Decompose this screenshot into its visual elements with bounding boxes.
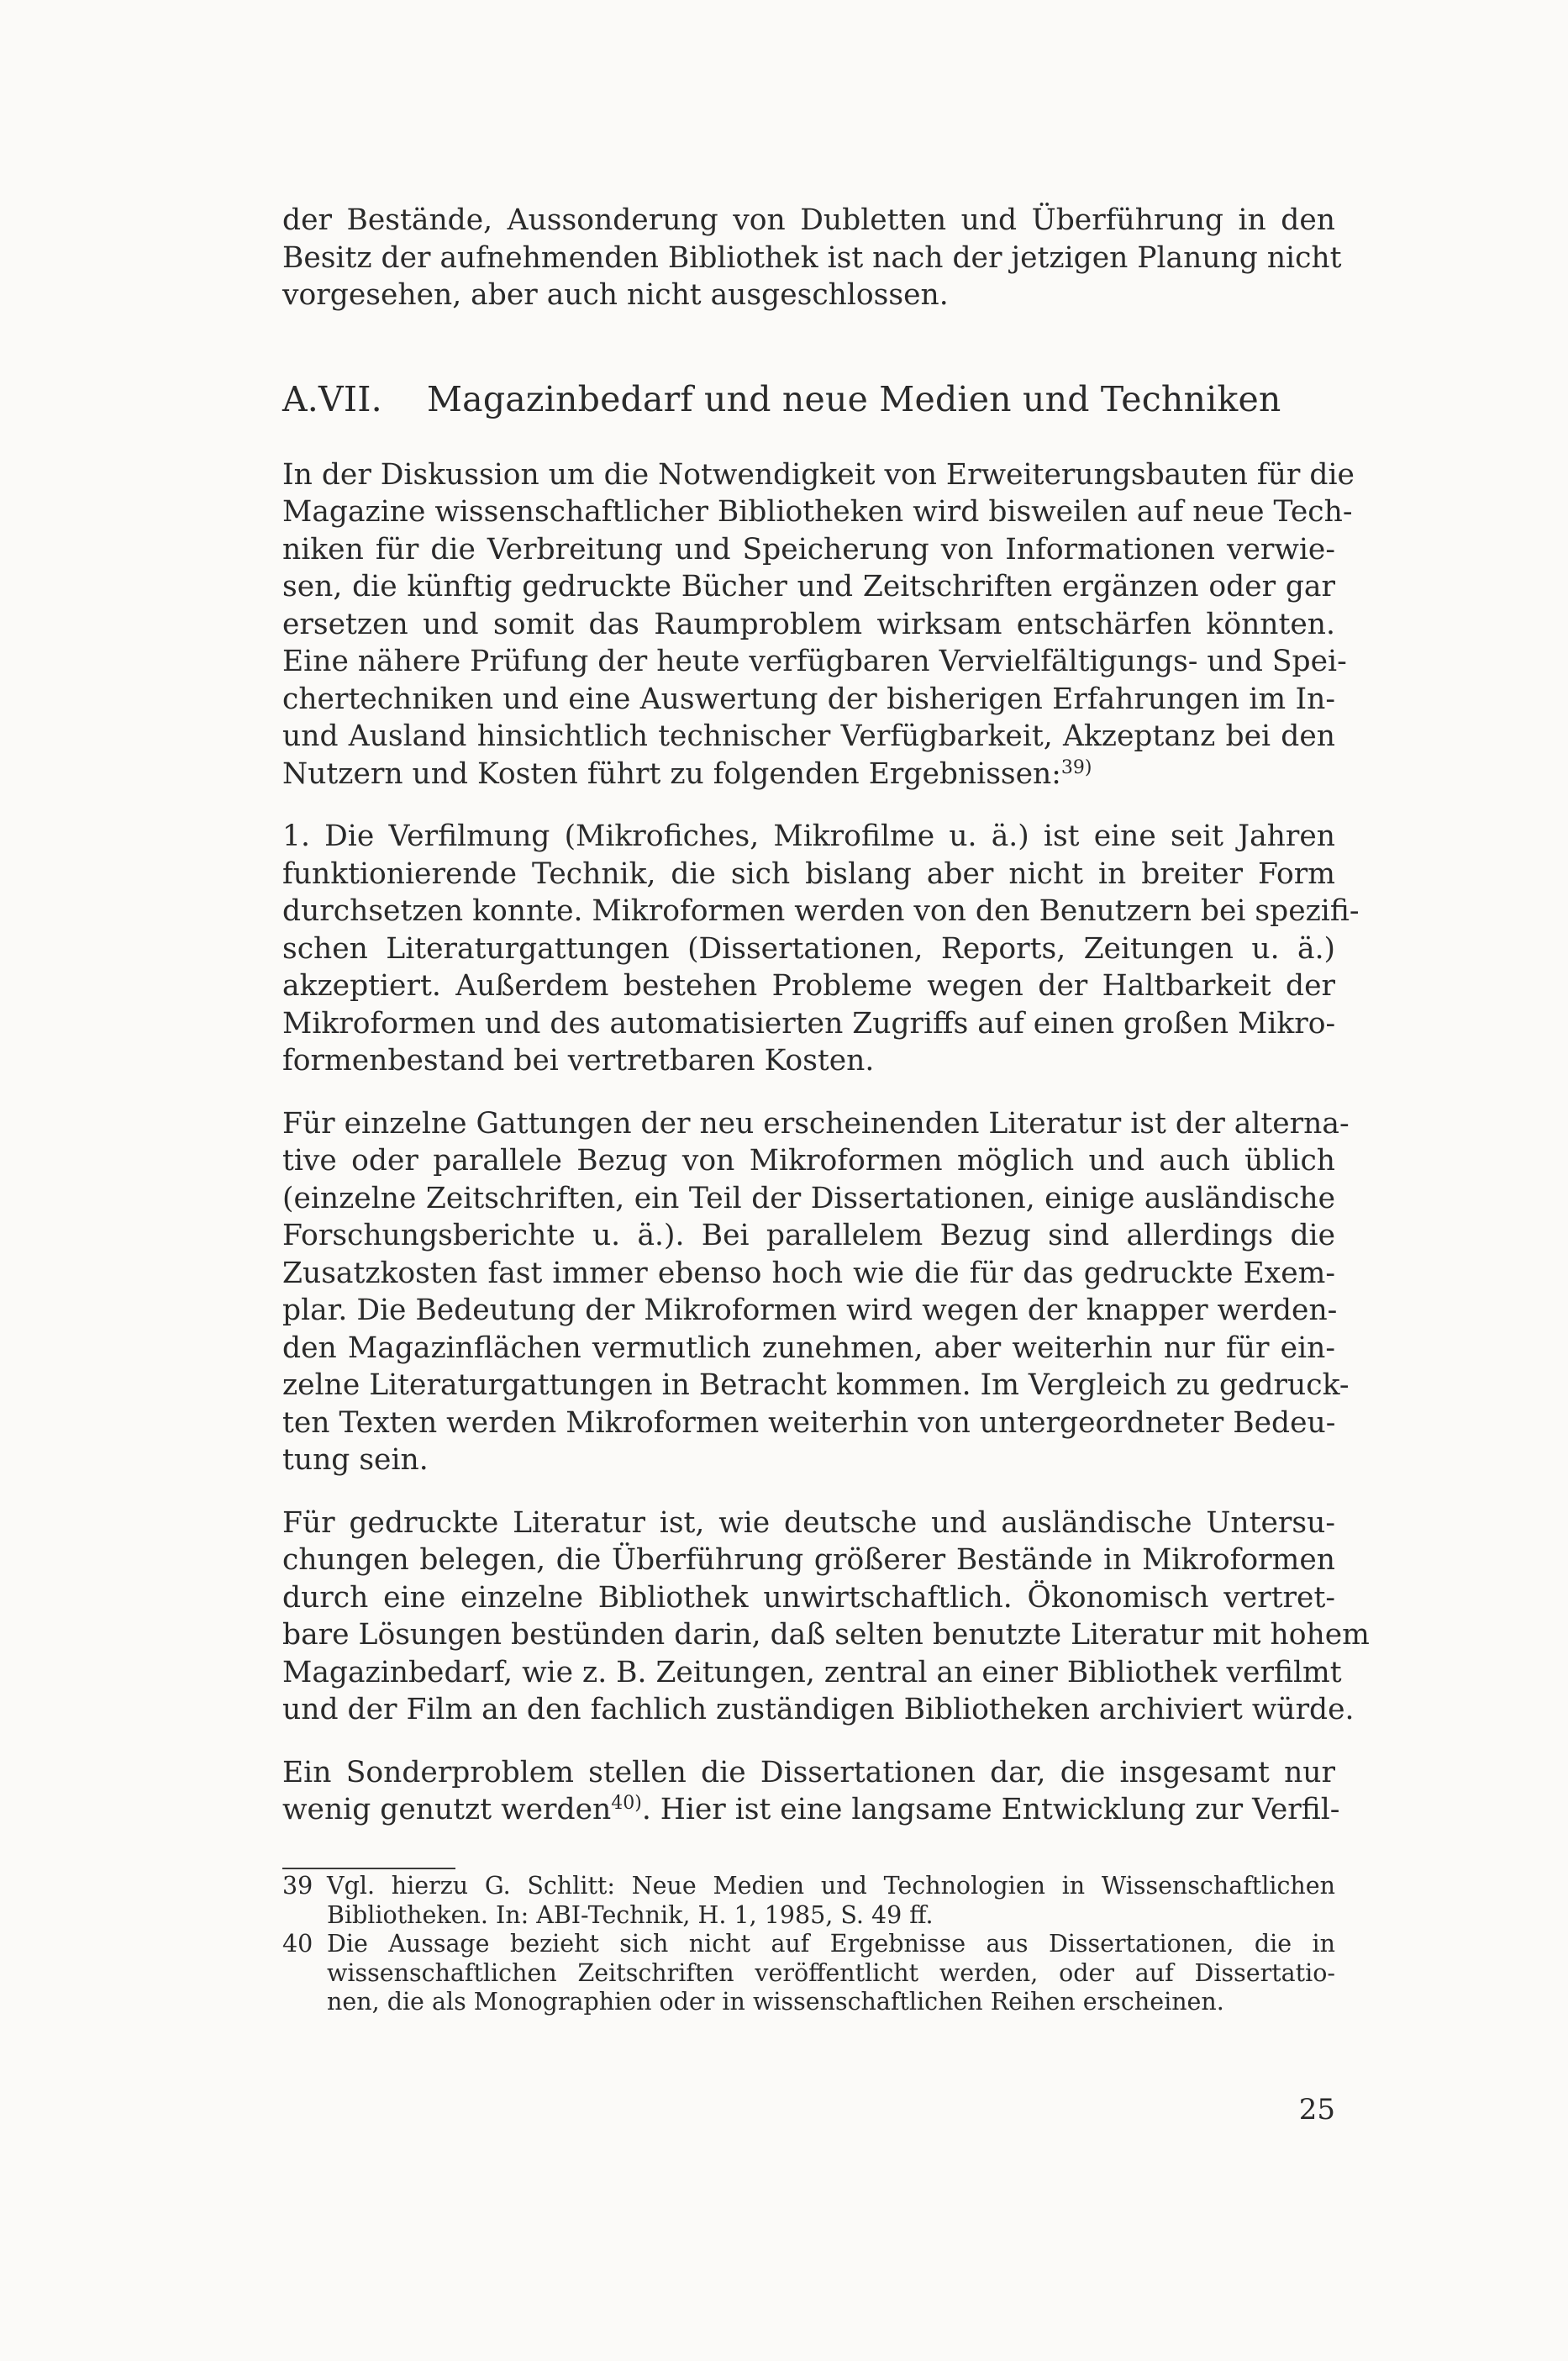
footnote-number: 39 — [282, 1872, 313, 1900]
footnote-line: wissenschaftlichen Zeitschriften veröffentlicht werden, oder auf Dissertatio- — [327, 1958, 1335, 1987]
text-fragment: Nutzern und Kosten führt zu folgenden Ergebnissen: — [282, 756, 1061, 791]
text-line: durch eine einzelne Bibliothek unwirtschaftlich. Ökonomisch vertret- — [282, 1580, 1335, 1615]
text-line: ersetzen und somit das Raumproblem wirksam entschärfen könnten. — [282, 607, 1335, 641]
text-line: schen Literaturgattungen (Dissertationen, Reports, Zeitungen u. ä.) — [282, 931, 1335, 966]
text-line: 1. Die Verfilmung (Mikrofiches, Mikrofilme u. ä.) ist eine seit Jahren — [282, 819, 1335, 853]
text-line: Magazine wissenschaftlicher Bibliotheken wird bisweilen auf neue Tech- — [282, 495, 1353, 529]
text-line: chertechniken und eine Auswertung der bisherigen Erfahrungen im In- — [282, 682, 1335, 716]
text-line: Magazinbedarf, wie z. B. Zeitungen, zentral an einer Bibliothek verfilmt — [282, 1655, 1342, 1689]
footnote-text — [327, 1930, 1335, 2017]
text-fragment: . Hier ist eine langsame Entwicklung zur Verfil- — [641, 1793, 1340, 1826]
text-line: ten Texten werden Mikroformen weiterhin von untergeordneter Bedeu- — [282, 1405, 1336, 1440]
text-line: plar. Die Bedeutung der Mikroformen wird wegen der knapper werden- — [282, 1294, 1338, 1327]
text-line: durchsetzen konnte. Mikroformen werden von den Benutzern bei spezifi- — [282, 894, 1360, 928]
text-line: Eine nähere Prüfung der heute verfügbaren Vervielfältigungs- und Spei- — [282, 645, 1347, 678]
text-line: Für gedruckte Literatur ist, wie deutsche und ausländische Untersu- — [282, 1505, 1335, 1540]
text-line: Ein Sonderproblem stellen die Dissertationen dar, die insgesamt nur — [282, 1755, 1335, 1789]
text-line: Mikroformen und des automatisierten Zugriffs auf einen großen Mikro- — [282, 1006, 1336, 1041]
footnote-divider — [282, 1868, 455, 1869]
text-line: zelne Literaturgattungen in Betracht kommen. Im Vergleich zu gedruck- — [282, 1368, 1350, 1402]
text-line: vorgesehen, aber auch nicht ausgeschlossen. — [282, 278, 949, 312]
text-line: funktionierende Technik, die sich bislang aber nicht in breiter Form — [282, 856, 1335, 891]
page-number: 25 — [1298, 2093, 1335, 2126]
text-line: der Bestände, Aussonderung von Dubletten und Überführung in den — [282, 203, 1335, 237]
footnotes — [282, 1872, 1335, 2017]
text-line: akzeptiert. Außerdem bestehen Probleme wegen der Haltbarkeit der — [282, 969, 1335, 1003]
text-line: tive oder parallele Bezug von Mikroformen möglich und auch üblich — [282, 1144, 1335, 1178]
intro-paragraph — [282, 202, 1342, 314]
text-line: bare Lösungen bestünden darin, daß selten benutzte Literatur mit hohem — [282, 1618, 1370, 1652]
section-number: A.VII. — [282, 378, 382, 419]
text-line: In der Diskussion um die Notwendigkeit von Erweiterungsbauten für die — [282, 457, 1355, 492]
text-line: Zusatzkosten fast immer ebenso hoch wie die für das gedruckte Exem- — [282, 1256, 1335, 1290]
footnote-text — [327, 1872, 1335, 1930]
text-line: und Ausland hinsichtlich technischer Verfügbarkeit, Akzeptanz bei den — [282, 719, 1335, 753]
text-line: Für einzelne Gattungen der neu erscheinenden Literatur ist der alterna- — [282, 1106, 1350, 1141]
text-line: (einzelne Zeitschriften, ein Teil der Dissertationen, einige ausländische — [282, 1181, 1335, 1215]
page-body — [282, 202, 1370, 1829]
text-line: den Magazinflächen vermutlich zunehmen, aber weiterhin nur für ein- — [282, 1331, 1335, 1365]
section-title: Magazinbedarf und neue Medien und Techniken — [427, 378, 1281, 419]
footnote-line: Vgl. hierzu G. Schlitt: Neue Medien und Technologien in Wissenschaftlichen — [327, 1872, 1335, 1900]
footnote-ref-40[interactable]: 40) — [611, 1793, 642, 1814]
paragraph-2 — [282, 818, 1360, 1080]
text-line: sen, die künftig gedruckte Bücher und Zeitschriften ergänzen oder gar — [282, 570, 1335, 603]
text-line — [282, 756, 1335, 793]
footnote-number: 40 — [282, 1930, 313, 1958]
text-line: chungen belegen, die Überführung größerer Bestände in Mikroformen — [282, 1543, 1335, 1577]
text-line: niken für die Verbreitung und Speicherung von Informationen verwie- — [282, 532, 1335, 567]
footnote-39 — [282, 1872, 1335, 1930]
footnote-line: nen, die als Monographien oder in wissenschaftlichen Reihen erscheinen. — [327, 1988, 1224, 2016]
text-line: Forschungsberichte u. ä.). Bei parallelem Bezug sind allerdings die — [282, 1219, 1335, 1252]
footnote-40 — [282, 1930, 1335, 2017]
text-line: Besitz der aufnehmenden Bibliothek ist nach der jetzigen Planung nicht — [282, 240, 1342, 275]
footnote-line: Bibliotheken. In: ABI-Technik, H. 1, 1985, S. 49 ff. — [327, 1900, 934, 1929]
text-line: formenbestand bei vertretbaren Kosten. — [282, 1044, 875, 1078]
footnote-line: Die Aussage bezieht sich nicht auf Ergebnisse aus Dissertationen, die in — [327, 1930, 1335, 1958]
footnote-ref-39[interactable]: 39) — [1060, 756, 1092, 778]
paragraph-3 — [282, 1105, 1350, 1479]
paragraph-4 — [282, 1505, 1370, 1729]
text-fragment: wenig genutzt werden — [282, 1793, 612, 1826]
text-line: tung sein. — [282, 1443, 429, 1477]
paragraph-5 — [282, 1754, 1340, 1829]
section-heading — [282, 378, 1335, 420]
text-line — [282, 1791, 1340, 1829]
paragraph-1 — [282, 456, 1355, 793]
text-line: und der Film an den fachlich zuständigen Bibliotheken archiviert würde. — [282, 1693, 1355, 1726]
